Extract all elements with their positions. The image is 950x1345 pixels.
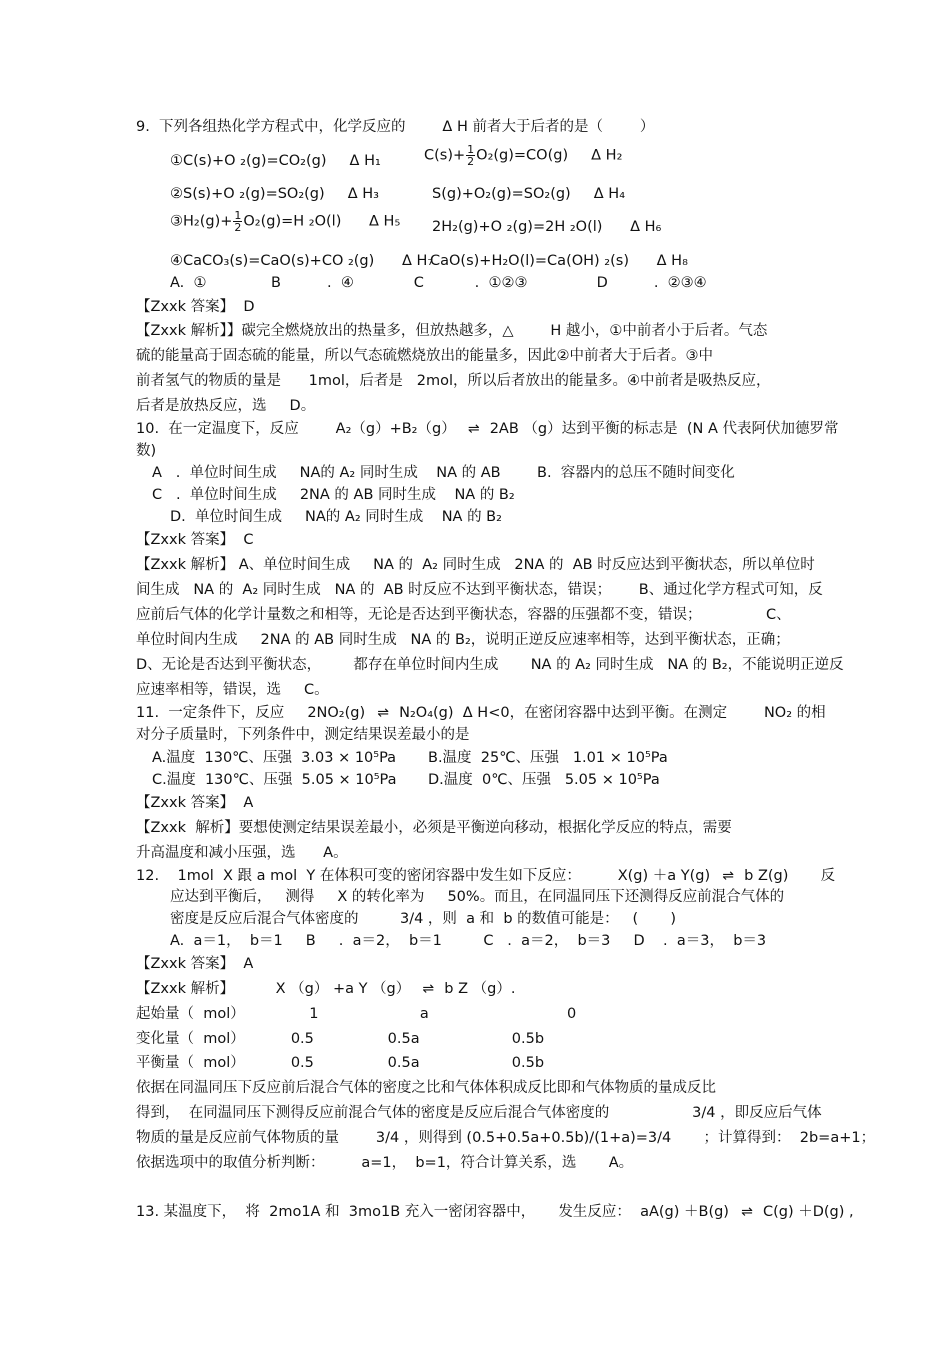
q9-analysis-3: 前者氢气的物质的量是 1mol，后者是 2mol，所以后者放出的能量多。④中前者是吸热反应， <box>136 373 771 389</box>
q11-stem: 11. 一定条件下，反应 2NO₂(g) ⇌ N₂O₄(g) Δ H<0，在密闭容器中达到平衡。在测定 NO₂ 的相 <box>136 705 826 721</box>
q11-option-c: C.温度 130℃、压强 5.05 × 10⁵Pa <box>152 772 397 788</box>
equilibrium-arrow-icon: ⇌ <box>422 981 433 997</box>
q12-row-start: 起始量（ mol） 1 a 0 <box>136 1006 577 1022</box>
q12-row-equilibrium: 平衡量（ mol） 0.5 0.5a 0.5b <box>136 1055 545 1071</box>
half-fraction: $\frac{1}{2}$ <box>234 209 242 234</box>
q11-option-d: D.温度 0℃、压强 5.05 × 10⁵Pa <box>428 772 660 788</box>
q9-eq2b: S(g)+O₂(g)=SO₂(g) Δ H₄ <box>432 186 626 202</box>
q9-analysis-4: 后者是放热反应，选 D。 <box>136 398 316 414</box>
equilibrium-arrow-icon: ⇌ <box>722 868 732 884</box>
q12-analysis-equation: 【Zxxk 解析】 X （g） +a Y （g） ⇌ b Z （g）. <box>136 981 516 997</box>
q9-eq1a: ①C(s)+O ₂(g)=CO₂(g) Δ H₁ <box>170 153 381 169</box>
q11-analysis-2: 升高温度和减小压强，选 A。 <box>136 845 348 861</box>
q10-analysis-4: 单位时间内生成 2NA 的 AB 同时生成 NA 的 B₂，说明正逆反应速率相等，达到平衡状态，正确； <box>136 632 790 648</box>
q12-row-change: 变化量（ mol） 0.5 0.5a 0.5b <box>136 1031 545 1047</box>
q12-stem: 12. 1mol X 跟 a mol Y 在体积可变的密闭容器中发生如下反应： X(g) ＋a Y(g) ⇌ b Z(g) 反 <box>136 868 836 884</box>
q9-analysis-1: 【Zxxk 解析】】碳完全燃烧放出的热量多，但放热越多，△ H 越小，①中前者小于后者。气态 <box>136 323 768 339</box>
equilibrium-arrow-icon: ⇌ <box>467 421 478 437</box>
q13-stem: 13. 某温度下， 将 2mo1A 和 3mo1B 充入一密闭容器中， 发生反应： aA(g) ＋B(g) ⇌ C(g) ＋D(g) , <box>136 1204 854 1220</box>
q9-stem: 9. 下列各组热化学方程式中，化学反应的 Δ H 前者大于后者的是（ ） <box>136 119 655 135</box>
q12-explain-2: 得到， 在同温同压下测得反应前混合气体的密度是反应后混合气体密度的 3/4 ，即反应后气体 <box>136 1105 822 1121</box>
q9-eq1b: C(s)+ $\frac{1}{2}$ O₂(g)=CO(g) Δ H₂ <box>424 143 623 168</box>
q10-analysis-2: 间生成 NA 的 A₂ 同时生成 NA 的 AB 时反应不达到平衡状态，错误； B、通过化学方程式可知，反 <box>136 582 823 598</box>
q11-option-a: A.温度 130℃、压强 3.03 × 10⁵Pa <box>152 750 397 766</box>
q9-eq3b: 2H₂(g)+O ₂(g)=2H ₂O(l) Δ H₆ <box>432 219 662 235</box>
equilibrium-arrow-icon: ⇌ <box>377 705 387 721</box>
q11-option-b: B.温度 25℃、压强 1.01 × 10⁵Pa <box>428 750 668 766</box>
q10-option-b: B. 容器内的总压不随时间变化 <box>537 465 735 481</box>
q9-analysis-2: 硫的能量高于固态硫的能量，所以气态硫燃烧放出的能量多，因此②中前者大于后者。③中 <box>136 348 713 364</box>
q11-stem-cont: 对分子质量时，下列条件中，测定结果误差最小的是 <box>136 727 470 743</box>
q11-answer: 【Zxxk 答案】 A <box>136 795 254 811</box>
q11-analysis-1: 【Zxxk 解析】要想使测定结果误差最小，必须是平衡逆向移动，根据化学反应的特点，需要 <box>136 820 732 836</box>
q12-explain-4: 依据选项中的取值分析判断： a=1， b=1，符合计算关系，选 A。 <box>136 1155 634 1171</box>
q10-analysis-3: 应前后气体的化学计量数之和相等，无论是否达到平衡状态，容器的压强都不变，错误； C、 <box>136 607 791 623</box>
q12-explain-3: 物质的量是反应前气体物质的量 3/4 ，则得到 (0.5+0.5a+0.5b)/(1+a)=3/4 ；计算得到： 2b=a+1； <box>136 1130 876 1146</box>
q10-analysis-1: 【Zxxk 解析】 A、单位时间生成 NA 的 A₂ 同时生成 2NA 的 AB 时反应达到平衡状态，所以单位时 <box>136 557 815 573</box>
q9-eq3a: ③H₂(g)+ $\frac{1}{2}$ O₂(g)=H ₂O(l) Δ H₅ <box>170 209 401 234</box>
equilibrium-arrow-icon: ⇌ <box>741 1204 751 1220</box>
q10-option-a: A . 单位时间生成 NA的 A₂ 同时生成 NA 的 AB <box>152 465 501 481</box>
q9-eq4b: CaO(s)+H₂O(l)=Ca(OH) ₂(s) Δ H₈ <box>430 253 688 269</box>
q9-eq4a: ④CaCO₃(s)=CaO(s)+CO ₂(g) Δ H₇ <box>170 253 434 269</box>
q12-explain-1: 依据在同温同压下反应前后混合气体的密度之比和气体体积成反比即和气体物质的量成反比 <box>136 1080 716 1096</box>
q10-stem-cont: 数) <box>136 443 157 459</box>
q9-eq2a: ②S(s)+O ₂(g)=SO₂(g) Δ H₃ <box>170 186 379 202</box>
q10-analysis-5: D、无论是否达到平衡状态， 都存在单位时间内生成 NA 的 A₂ 同时生成 NA 的 B₂，不能说明正逆反 <box>136 657 844 673</box>
q10-answer: 【Zxxk 答案】 C <box>136 532 254 548</box>
half-fraction: $\frac{1}{2}$ <box>467 143 475 168</box>
q9-options: A. ① B . ④ C . ①②③ D . ②③④ <box>170 275 707 291</box>
q10-analysis-6: 应速率相等，错误，选 C。 <box>136 682 329 698</box>
q12-stem-line-3: 密度是反应后混合气体密度的 3/4 ，则 a 和 b 的数值可能是： ( ) <box>170 911 677 927</box>
q12-options: A. a＝1， b＝1 B . a＝2， b＝1 C . a＝2， b＝3 D . a＝3， b＝3 <box>170 933 767 949</box>
q10-stem: 10. 在一定温度下，反应 A₂（g）+B₂（g） ⇌ 2AB （g）达到平衡的标志是 (N A 代表阿伏加德罗常 <box>136 421 839 437</box>
q9-answer: 【Zxxk 答案】 D <box>136 299 255 315</box>
q10-option-d: D. 单位时间生成 NA的 A₂ 同时生成 NA 的 B₂ <box>170 509 502 525</box>
q12-stem-line-2: 应达到平衡后， 测得 X 的转化率为 50%。而且，在同温同压下还测得反应前混合气体的 <box>170 889 785 905</box>
q10-option-c: C . 单位时间生成 2NA 的 AB 同时生成 NA 的 B₂ <box>152 487 515 503</box>
q12-answer: 【Zxxk 答案】 A <box>136 956 254 972</box>
